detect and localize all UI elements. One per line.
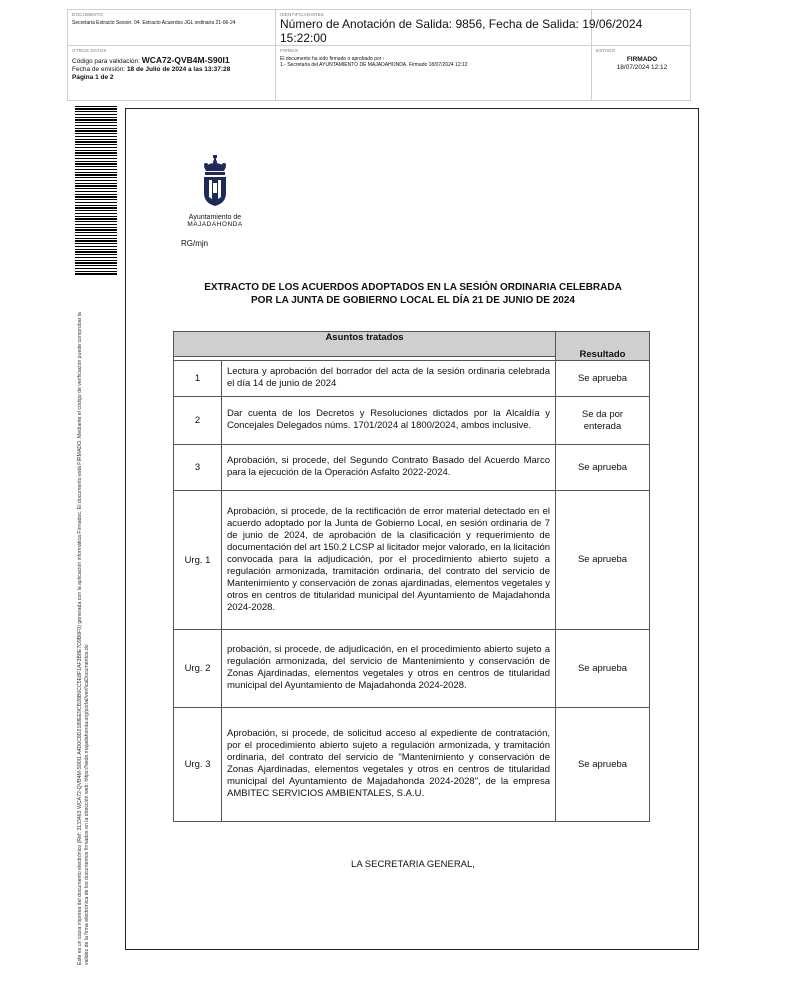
fecha-emision: 18 de Julio de 2024 a las 13:37:28 <box>126 66 231 73</box>
verification-side-text: Este es un copia impresa del documento electrónico (Ref: 3133463 WCA72-QVB4M-S90I1 A4D0C8D2189EE9CB28B6CC5E8F1AF3B8E7D9B6F0) generada con la aplicación informática Firmadoc. El documento está FIRMADO. Mediante el código de verificación puede comprobar la validez de la firma electrónica de los documentos firmados en la dirección web: https://sede.majadahonda.org/portal/verificaDocumentos.do <box>77 312 90 965</box>
row-number: Urg. 2 <box>174 630 222 708</box>
row-text: Aprobación, si procede, de la rectificación de error material detectado en el acuerdo adoptado por la Junta de Gobierno Local, en sesión ordinaria de 7 de junio de 2024, de aprobación de la clasificación y requerimiento de documentación del art 150.2 LCSP al licitador mejor valorado, en la licitación convocada para la adjudicación, por el procedimiento abierto sujeto a regulación armonizada, tramitación ordinaria, del contrato del servicio de Mantenimiento y conservación de zonas ajardinadas, elementos vegetales y otros en centros de titularidad municipal del Ayuntamiento de Majadahonda 2024-2028. <box>222 491 556 630</box>
codigo-validacion: WCA72-QVB4M-S90I1 <box>141 55 230 65</box>
row-text: Dar cuenta de los Decretos y Resoluciones dictados por la Alcaldía y Concejales Delegados núms. 1701/2024 al 1800/2024, ambos inclusive. <box>222 397 556 445</box>
header-asuntos: Asuntos tratados <box>174 332 556 357</box>
title-line-1: EXTRACTO DE LOS ACUERDOS ADOPTADOS EN LA SESIÓN ORDINARIA CELEBRADA <box>204 282 622 293</box>
firmas-intro: El documento ha sido firmado o aprobado por : <box>280 56 385 62</box>
estado-date: 18/07/2024 12:12 <box>616 64 668 71</box>
row-result: Se aprueba <box>556 491 650 630</box>
row-result: Se aprueba <box>556 630 650 708</box>
signature-line: LA SECRETARIA GENERAL, <box>351 859 475 870</box>
header-documento <box>68 10 275 45</box>
header-resultado: Resultado <box>556 332 650 361</box>
row-result: Se aprueba <box>556 708 650 822</box>
acuerdos-table <box>173 331 650 822</box>
row-result: Se aprueba <box>556 445 650 491</box>
header-estado <box>592 46 692 102</box>
row-text: Aprobación, si procede, del Segundo Contrato Basado del Acuerdo Marco para la ejecución de la Operación Asfalto 2022-2024. <box>222 445 556 491</box>
firma-1: 1.- Secretaria del AYUNTAMIENTO DE MAJADAHONDA. Firmado 18/07/2024 12:12 <box>280 62 468 68</box>
row-text: probación, si procede, de adjudicación, en el procedimiento abierto sujeto a regulación armonizada, del servicio de Mantenimiento y conservación de Zonas Ajardinadas, elementos vegetales y otros en centros de titularidad municipal del Ayuntamiento de Majadahonda 2024-2028. <box>222 630 556 708</box>
table-row <box>174 361 650 397</box>
table-row <box>174 708 650 822</box>
reference-initials: RG/mjn <box>181 239 209 248</box>
firmas-caption: FIRMAS <box>280 48 299 53</box>
documento-text: Secretaria Extracto Sesion: 04. Extracto Acuerdos JGL ordinaria 21-06-24 <box>72 20 236 26</box>
fecha-label: Fecha de emisión: <box>72 66 126 73</box>
header-otros-datos <box>68 46 275 102</box>
barcode <box>75 106 117 276</box>
table-row <box>174 397 650 445</box>
identificadores-caption: IDENTIFICADORES <box>280 12 325 17</box>
documento-caption: DOCUMENTO <box>72 12 104 17</box>
row-number: Urg. 3 <box>174 708 222 822</box>
title-line-2: POR LA JUNTA DE GOBIERNO LOCAL EL DÍA 21 DE JUNIO DE 2024 <box>251 295 575 306</box>
codigo-label: Código para validación: <box>72 58 140 65</box>
document-title <box>166 281 660 307</box>
row-result: Se da por enterada <box>556 397 650 445</box>
crown-shield-icon <box>200 155 230 207</box>
estado-caption: ESTADO <box>596 48 616 53</box>
municipal-logo <box>180 155 250 228</box>
logo-line-1: Ayuntamiento de <box>188 214 242 221</box>
document-page <box>125 108 699 950</box>
estado-value: FIRMADO <box>626 56 658 63</box>
row-result: Se aprueba <box>556 361 650 397</box>
table-row <box>174 445 650 491</box>
row-number: 1 <box>174 361 222 397</box>
pagina-indicator: Página 1 de 2 <box>72 74 114 81</box>
row-text: Aprobación, si procede, de solicitud acceso al expediente de contratación, por el procedimiento abierto sujeto a regulación armonizada, y tramitación ordinaria, del contrato del servicio de "Mantenimiento y conservación de Zonas Ajardinadas, elementos vegetales y otros en centros de titularidad municipal del Ayuntamiento de Majadahonda 2024-2028", de la empresa AMBITEC SERVICIOS AMBIENTALES, S.A.U. <box>222 708 556 822</box>
table-row <box>174 630 650 708</box>
logo-line-2: MAJADAHONDA <box>187 221 243 228</box>
header-firmas <box>276 46 591 102</box>
otros-datos-caption: OTROS DATOS <box>72 48 107 53</box>
header-identificadores <box>276 10 692 45</box>
row-number: 3 <box>174 445 222 491</box>
identificadores-line: Número de Anotación de Salida: 9856, Fecha de Salida: 19/06/2024 15:22:00 <box>280 17 643 45</box>
table-row <box>174 491 650 630</box>
row-number: 2 <box>174 397 222 445</box>
row-number: Urg. 1 <box>174 491 222 630</box>
row-text: Lectura y aprobación del borrador del acta de la sesión ordinaria celebrada el día 14 de junio de 2024 <box>222 361 556 397</box>
document-header <box>67 9 691 101</box>
